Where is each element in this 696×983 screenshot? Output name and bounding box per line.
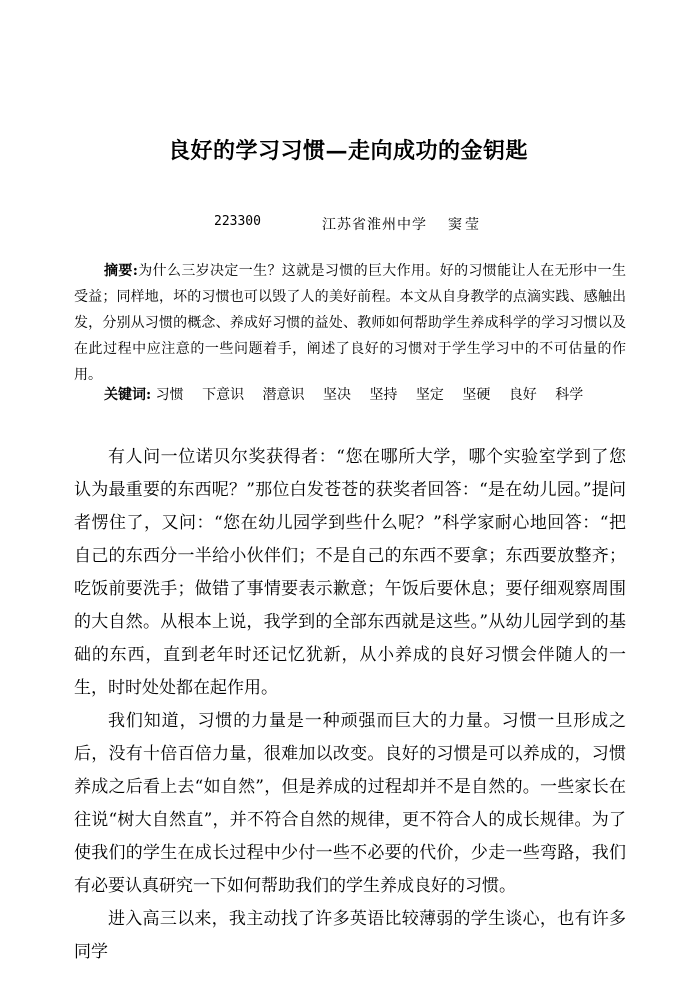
body-paragraph: 有人问一位诺贝尔奖获得者：“您在哪所大学，哪个实验室学到了您认为最重要的东西呢？”那位白发苍苍的获奖者回答：“是在幼儿园。”提问者愣住了，又问：“您在幼儿园学到些什么呢？”科学家耐心地回答：“把自己的东西分一半给小伙伴们；不是自己的东西不要拿；东西要放整齐；吃饭前要洗手；做错了事情要表示歉意；午饭后要休息；要仔细观察周围的大自然。从根本上说，我学到的全部东西就是这些。”从幼儿园学到的基础的东西，直到老年时还记忆犹新，从小养成的良好习惯会伴随人的一生，时时处处都在起作用。: [74, 447, 626, 698]
author-name: 窦莹: [448, 217, 482, 233]
body-text: [74, 441, 626, 969]
keyword: 坚硬: [462, 387, 491, 403]
body-paragraph: 我们知道，习惯的力量是一种顽强而巨大的力量。习惯一旦形成之后，没有十倍百倍力量，很难加以改变。良好的习惯是可以养成的，习惯养成之后看上去“如自然”，但是养成的过程却并不是自然的。一些家长在往说“树大自然直”，并不符合自然的规律，更不符合人的成长规律。为了使我们的学生在成长过程中少付一些不必要的代价，少走一些弯路，我们有必要认真研究一下如何帮助我们的学生养成良好的习惯。: [74, 711, 626, 896]
keyword: 坚持: [369, 387, 398, 403]
keyword: 习惯: [155, 387, 184, 403]
keyword: 下意识: [202, 387, 245, 403]
keyword: 潜意识: [262, 387, 305, 403]
keyword: 良好: [508, 387, 537, 403]
abstract-label: 摘要:: [104, 263, 138, 279]
keywords-label: 关键词:: [104, 387, 152, 403]
abstract-paragraph: [74, 258, 626, 388]
body-paragraph: 进入高三以来，我主动找了许多英语比较薄弱的学生谈心，也有许多同学: [74, 909, 626, 962]
abstract-section: [74, 258, 626, 388]
byline: [0, 214, 696, 234]
keyword: 坚定: [415, 387, 444, 403]
keywords-line: [104, 382, 597, 408]
abstract-text: 为什么三岁决定一生？这就是习惯的巨大作用。好的习惯能让人在无形中一生受益；同样地，坏的习惯也可以毁了人的美好前程。本文从自身教学的点滴实践、感触出发，分别从习惯的概念、养成好习惯的益处、教师如何帮助学生养成科学的学习习惯以及在此过程中应注意的一些问题着手，阐述了良好的习惯对于学生学习中的不可估量的作用。: [74, 263, 627, 383]
postal-code: 223300: [214, 214, 261, 229]
keyword: 科学: [555, 387, 584, 403]
school-name: 江苏省淮州中学: [322, 217, 427, 233]
page-title: 良好的学习习惯—走向成功的金钥匙: [167, 138, 528, 164]
keyword: 坚决: [322, 387, 351, 403]
